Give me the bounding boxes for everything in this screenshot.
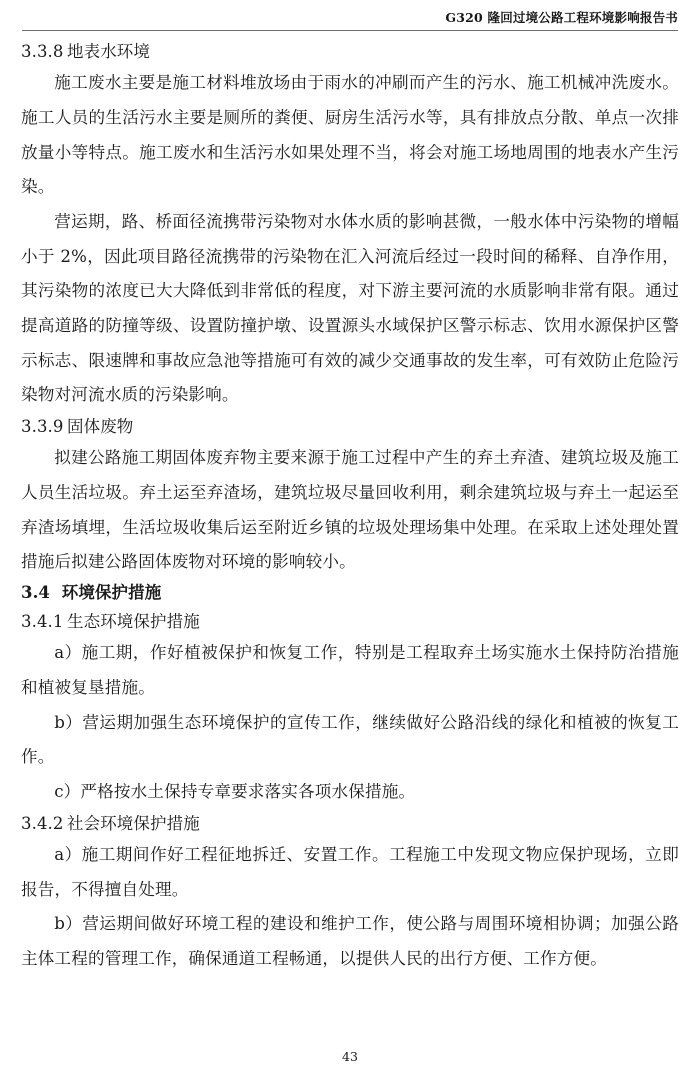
page-header	[22, 8, 678, 34]
page-number: 43	[342, 1049, 358, 1064]
header-divider	[22, 30, 678, 31]
heading-3-4-1-number: 3.4.1	[21, 611, 64, 631]
heading-3-4-1-text: 生态环境保护措施	[67, 611, 200, 631]
list-item-3-4-2-b: b）营运期间做好环境工程的建设和维护工作，使公路与周围环境相协调；加强公路主体工程的管理工作，确保通道工程畅通，以提供人民的出行方便、工作方便。	[21, 914, 679, 968]
heading-3-4	[21, 580, 679, 607]
heading-3-3-9-text: 固体废物	[67, 417, 134, 437]
list-item-3-4-1-c: c）严格按水土保持专章要求落实各项水保措施。	[54, 781, 416, 801]
heading-3-4-2	[21, 810, 679, 838]
heading-3-3-8	[21, 38, 679, 66]
paragraph-surface-water-1: 施工废水主要是施工材料堆放场由于雨水的冲刷而产生的污水、施工机械冲洗废水。施工人员的生活污水主要是厕所的粪便、厨房生活污水等，具有排放点分散、单点一次排放量小等特点。施工废水和生活污水如果处理不当，将会对施工场地周围的地表水产生污染。	[21, 73, 679, 197]
paragraph-solid-waste-1: 拟建公路施工期固体废弃物主要来源于施工过程中产生的弃土弃渣、建筑垃圾及施工人员生活垃圾。弃土运至弃渣场，建筑垃圾尽量回收利用，剩余建筑垃圾与弃土一起运至弃渣场填埋，生活垃圾收集后运至附近乡镇的垃圾处理场集中处理。在采取上述处理处置措施后拟建公路固体废物对环境的影响较小。	[21, 448, 679, 572]
heading-3-3-8-text: 地表水环境	[67, 42, 150, 61]
paragraph-surface-water-2: 营运期，路、桥面径流携带污染物对水体水质的影响甚微，一般水体中污染物的增幅小于 2%，因此项目路径流携带的污染物在汇入河流后经过一段时间的稀释、自净作用，其污染物的浓度已大大降低到非常低的程度，对下游主要河流的水质影响非常有限。通过提高道路的防撞等级、设置防撞护墩、设置源头水域保护区警示标志、饮用水源保护区警示标志、限速牌和事故应急池等措施可有效的减少交通事故的发生率，可有效防止危险污染物对河流水质的污染影响。	[21, 212, 679, 405]
heading-3-3-9-number: 3.3.9	[21, 417, 64, 437]
heading-3-4-1	[21, 608, 679, 636]
document-body	[21, 38, 679, 977]
heading-3-4-2-text: 社会环境保护措施	[67, 813, 200, 833]
page-footer	[0, 1046, 700, 1065]
list-item-3-4-1-a: a）施工期，作好植被保护和恢复工作，特别是工程取弃土场实施水土保持防治措施和植被复垦措施。	[21, 643, 679, 697]
list-item-3-4-1-b: b）营运期加强生态环境保护的宣传工作，继续做好公路沿线的绿化和植被的恢复工作。	[21, 712, 679, 767]
heading-3-4-number: 3.4	[21, 583, 51, 603]
heading-3-4-2-number: 3.4.2	[21, 813, 64, 833]
heading-3-4-text: 环境保护措施	[61, 583, 162, 603]
running-header-title: G320 隆回过境公路工程环境影响报告书	[445, 10, 678, 25]
list-item-3-4-2-a: a）施工期间作好工程征地拆迁、安置工作。工程施工中发现文物应保护现场，立即报告，不得擅自处理。	[21, 844, 679, 899]
heading-3-3-8-number: 3.3.8	[21, 42, 64, 61]
heading-3-3-9	[21, 413, 679, 441]
